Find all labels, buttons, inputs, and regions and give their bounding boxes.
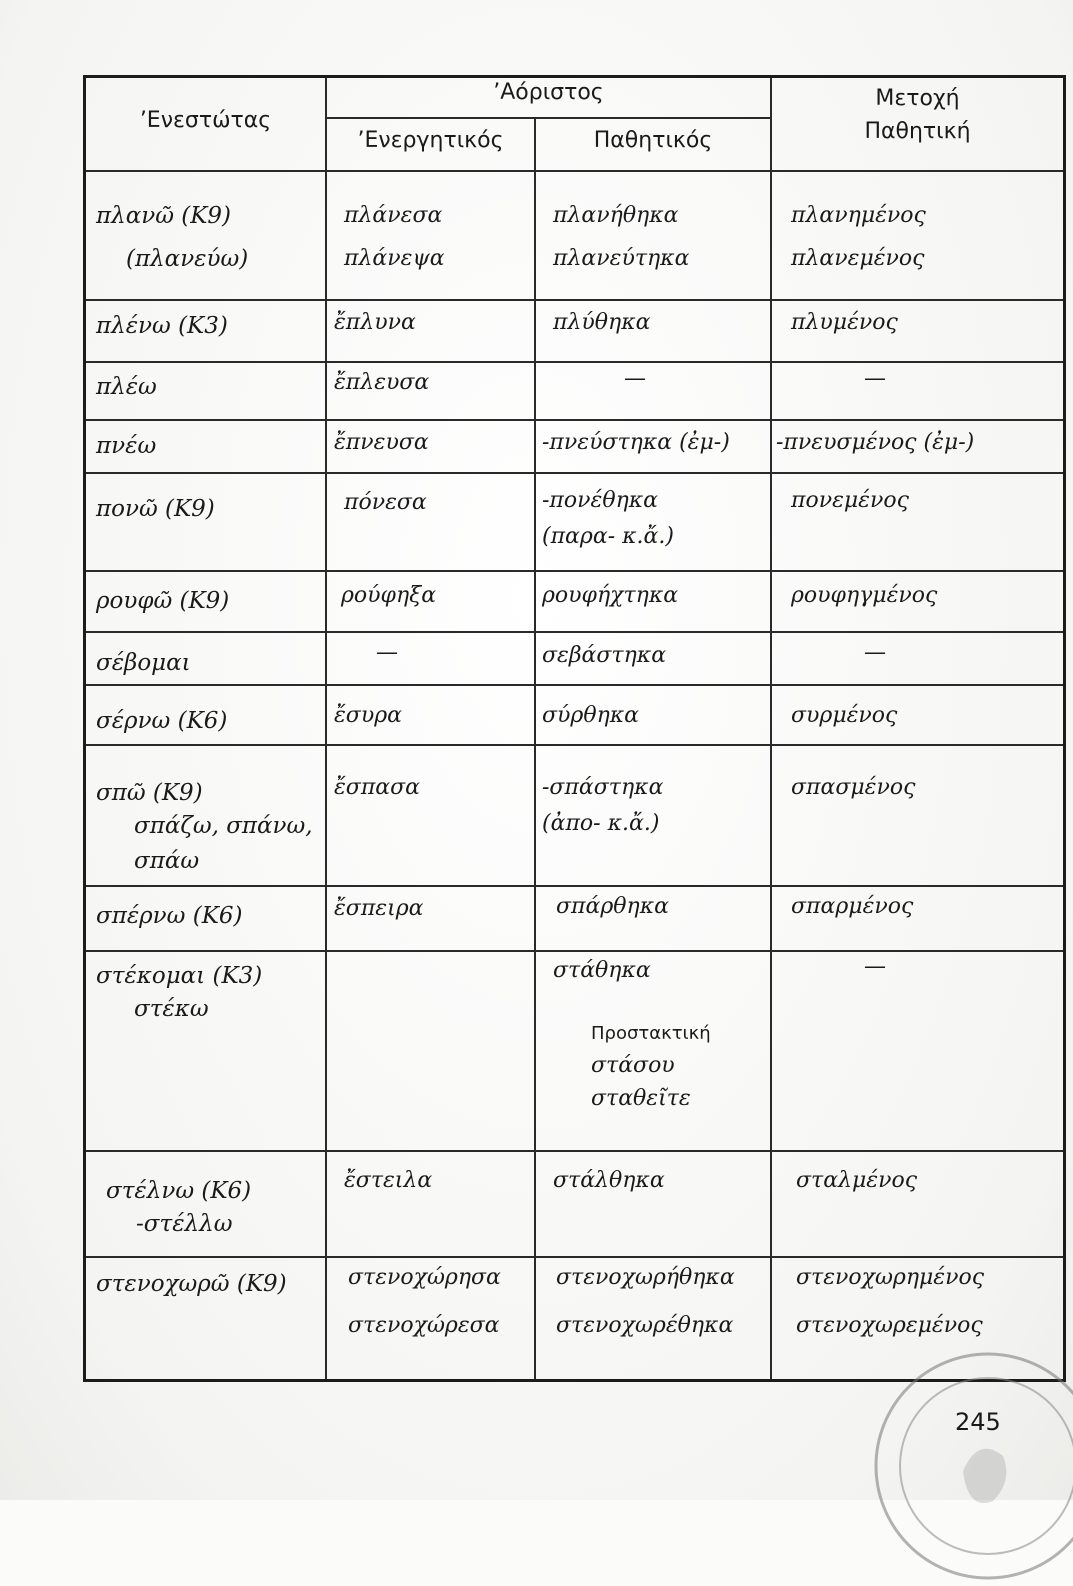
aorist-passive-form: στενοχωρήθηκα xyxy=(556,1265,735,1290)
row-divider xyxy=(86,299,1063,301)
present-form: στέκομαι (Κ3) xyxy=(96,963,263,989)
present-form: πνέω xyxy=(96,433,157,459)
present-variant: (πλανεύω) xyxy=(126,246,249,272)
present-form: στέλνω (Κ6) xyxy=(106,1178,252,1204)
row-divider xyxy=(86,1256,1063,1258)
aorist-passive-note: (ἀπο- κ.ἄ.) xyxy=(542,811,660,836)
present-form: σέρνω (Κ6) xyxy=(96,708,228,734)
participle-form: πλανημένος xyxy=(791,203,926,228)
participle-form: στενοχωρεμένος xyxy=(796,1313,983,1338)
aorist-active-form: ρούφηξα xyxy=(341,583,437,608)
imperative-form: στάσου xyxy=(591,1053,675,1078)
present-variant: σπάω xyxy=(134,848,200,874)
aorist-passive-form: στάλθηκα xyxy=(553,1168,665,1193)
participle-form: στενοχωρημένος xyxy=(796,1265,985,1290)
present-form: σπῶ (Κ9) xyxy=(96,780,203,806)
participle-form: — xyxy=(864,954,886,979)
header-aorist: ’Αόριστος xyxy=(493,80,604,105)
header-present: ’Ενεστώτας xyxy=(139,108,272,133)
aorist-active-form: στενοχώρεσα xyxy=(348,1313,500,1338)
aorist-active-form: ἔπλευσα xyxy=(334,370,430,395)
header-participle-line2: Παθητική xyxy=(864,119,971,144)
participle-form: σπασμένος xyxy=(791,775,916,800)
aorist-active-form: πλάνεσα xyxy=(344,203,443,228)
participle-form: πλυμένος xyxy=(791,310,898,335)
library-stamp xyxy=(868,1346,1073,1586)
aorist-passive-form: -πνεύστηκα (ἐμ-) xyxy=(542,430,730,455)
verb-table xyxy=(83,75,1066,1382)
aorist-passive-form: -σπάστηκα xyxy=(542,775,664,800)
participle-form: πλανεμένος xyxy=(791,246,925,271)
present-form: πλέω xyxy=(96,374,157,400)
aorist-active-form: — xyxy=(376,640,398,665)
aorist-passive-form: — xyxy=(624,366,646,391)
aorist-passive-form: στάθηκα xyxy=(553,958,651,983)
aorist-active-form: ἔσπασα xyxy=(334,775,421,800)
header-passive: Παθητικός xyxy=(593,128,713,153)
column-divider xyxy=(534,117,536,1379)
page-number: 245 xyxy=(955,1408,1001,1436)
present-form: πλένω (Κ3) xyxy=(96,313,228,339)
aorist-active-form: ἔσπειρα xyxy=(334,896,424,921)
aorist-passive-form: σεβάστηκα xyxy=(542,643,667,668)
participle-form: — xyxy=(864,366,886,391)
row-divider xyxy=(86,744,1063,746)
aorist-active-form: ἔσυρα xyxy=(334,703,402,728)
present-form: πλανῶ (Κ9) xyxy=(96,203,232,229)
participle-form: συρμένος xyxy=(791,703,898,728)
aorist-passive-form: πλύθηκα xyxy=(553,310,651,335)
column-divider xyxy=(325,78,327,1379)
aorist-passive-note: (παρα- κ.ἄ.) xyxy=(542,524,674,549)
aorist-passive-form: πλανεύτηκα xyxy=(553,246,690,271)
imperative-form: σταθεῖτε xyxy=(591,1086,691,1111)
present-form: πονῶ (Κ9) xyxy=(96,496,215,522)
row-divider xyxy=(326,117,771,119)
participle-form: ρουφηγμένος xyxy=(791,583,938,608)
present-form: στενοχωρῶ (Κ9) xyxy=(96,1271,287,1297)
aorist-active-form: ἔπλυνα xyxy=(334,310,416,335)
present-form: σέβομαι xyxy=(96,650,191,676)
present-variant: σπάζω, σπάνω, xyxy=(134,813,313,839)
participle-form: πονεμένος xyxy=(791,488,909,513)
header-participle-line1: Μετοχή xyxy=(875,86,960,111)
header-active: ’Ενεργητικός xyxy=(357,128,504,153)
aorist-passive-form: στενοχωρέθηκα xyxy=(556,1313,734,1338)
row-divider xyxy=(86,885,1063,887)
row-divider xyxy=(86,361,1063,363)
aorist-active-form: ἔστειλα xyxy=(344,1168,433,1193)
present-variant: στέκω xyxy=(134,996,209,1022)
aorist-passive-form: σύρθηκα xyxy=(542,703,640,728)
participle-form: σπαρμένος xyxy=(791,894,914,919)
present-form: σπέρνω (Κ6) xyxy=(96,903,243,929)
present-variant: -στέλλω xyxy=(136,1211,233,1237)
imperative-label: Προστακτική xyxy=(591,1023,711,1044)
aorist-passive-form: -πονέθηκα xyxy=(542,488,659,513)
row-divider xyxy=(86,1150,1063,1152)
present-form: ρουφῶ (Κ9) xyxy=(96,588,230,614)
row-divider xyxy=(86,570,1063,572)
row-divider xyxy=(86,419,1063,421)
aorist-active-form: πόνεσα xyxy=(344,490,427,515)
row-divider xyxy=(86,631,1063,633)
aorist-active-form: πλάνεψα xyxy=(344,246,445,271)
participle-form: σταλμένος xyxy=(796,1168,918,1193)
row-divider xyxy=(86,684,1063,686)
participle-form: -πνευσμένος (ἐμ-) xyxy=(776,430,975,455)
aorist-active-form: στενοχώρησα xyxy=(348,1265,501,1290)
column-divider xyxy=(770,78,772,1379)
aorist-passive-form: ρουφήχτηκα xyxy=(542,583,679,608)
aorist-active-form: ἔπνευσα xyxy=(334,430,429,455)
row-divider xyxy=(86,472,1063,474)
row-divider xyxy=(86,950,1063,952)
aorist-passive-form: σπάρθηκα xyxy=(556,894,669,919)
row-divider xyxy=(86,170,1063,172)
participle-form: — xyxy=(864,640,886,665)
aorist-passive-form: πλανήθηκα xyxy=(553,203,679,228)
